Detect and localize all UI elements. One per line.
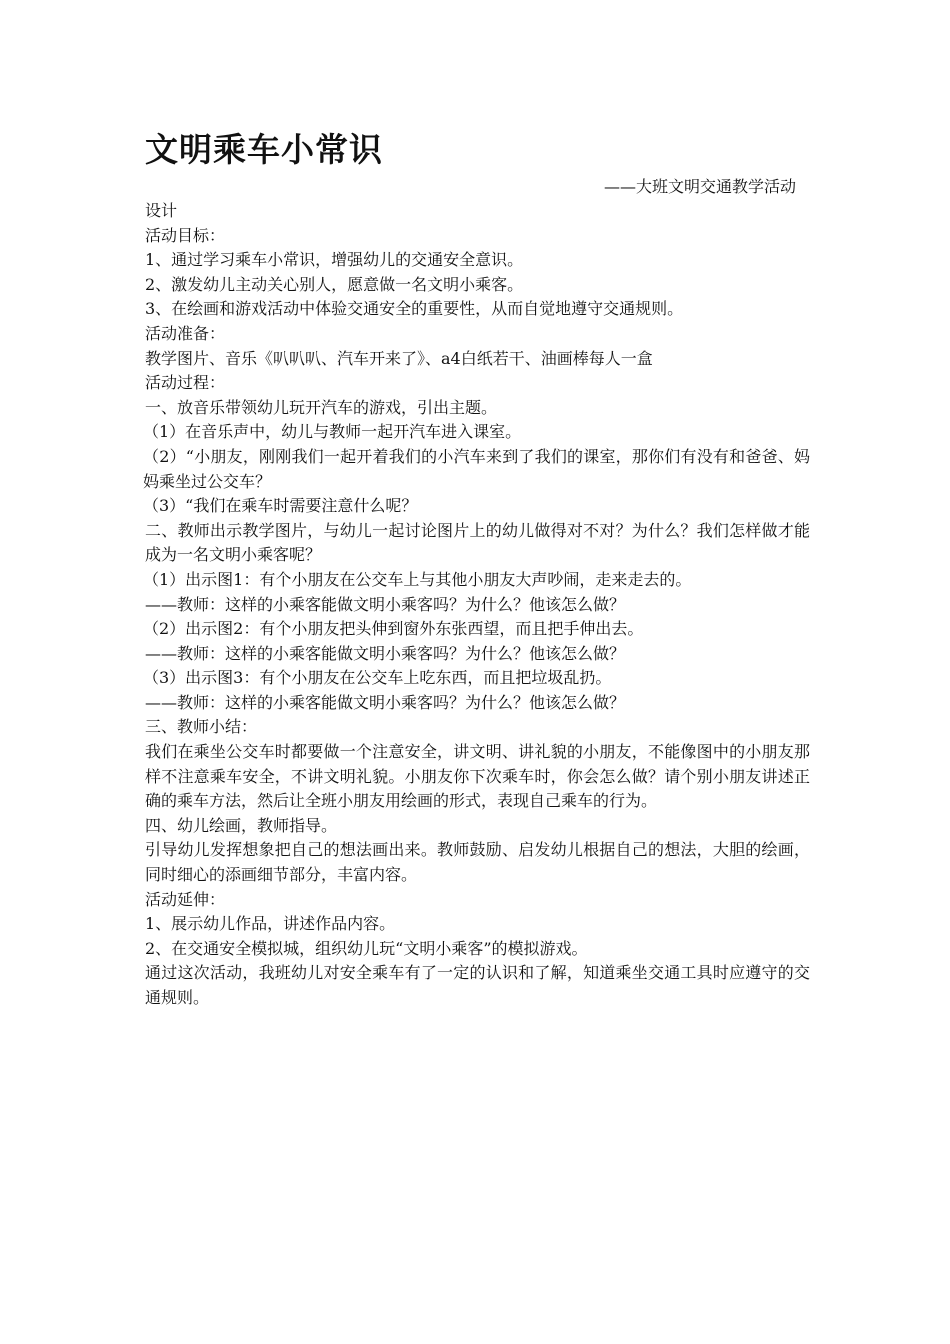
process-step-2-picture-2: （2）出示图2：有个小朋友把头伸到窗外东张西望，而且把手伸出去。 [143,619,644,639]
process-step-2-picture-1: （1）出示图1：有个小朋友在公交车上与其他小朋友大声吵闹，走来走去的。 [143,569,692,589]
goal-item-2: 2、激发幼儿主动关心别人，愿意做一名文明小乘客。 [145,274,524,294]
document-subtitle: ——大班文明交通教学活动 [603,177,796,196]
process-step-2: 二、教师出示教学图片，与幼儿一起讨论图片上的幼儿做得对不对？为什么？我们怎样做才能成为一名文明小乘客呢？ [145,520,810,565]
process-step-4: 四、幼儿绘画，教师指导。 [145,815,338,835]
process-step-1-sub-3: （3）“我们在乘车时需要注意什么呢？ [143,496,418,516]
document-page [145,128,810,1011]
process-step-1-sub-2: （2）“小朋友，刚刚我们一起开着我们的小汽车来到了我们的课室，那你们有没有和爸爸、妈妈乘坐过公交车？ [143,446,810,491]
subtitle-continuation: 设计 [145,201,178,220]
process-step-3: 三、教师小结： [145,717,258,737]
teacher-question-1: ——教师：这样的小乘客能做文明小乘客吗？为什么？他该怎么做？ [145,594,626,614]
reflection-text: 通过这次活动，我班幼儿对安全乘车有了一定的认识和了解，知道乘坐交通工具时应遵守的交通规则。 [145,963,810,1007]
extension-item-1: 1、展示幼儿作品，讲述作品内容。 [145,914,396,934]
goal-item-1: 1、通过学习乘车小常识，增强幼儿的交通安全意识。 [145,250,524,270]
process-step-1: 一、放音乐带领幼儿玩开汽车的游戏，引出主题。 [145,397,498,417]
extension-item-2: 2、在交通安全模拟城，组织幼儿玩“文明小乘客”的模拟游戏。 [145,938,588,958]
drawing-guidance-text: 引导幼儿发挥想象把自己的想法画出来。教师鼓励、启发幼儿根据自己的想法，大胆的绘画，同时细心的添画细节部分，丰富内容。 [145,840,810,885]
process-step-2-picture-3: （3）出示图3：有个小朋友在公交车上吃东西，而且把垃圾乱扔。 [143,668,612,688]
document-title: 文明乘车小常识 [145,130,383,169]
teacher-question-3: ——教师：这样的小乘客能做文明小乘客吗？为什么？他该怎么做？ [145,692,626,712]
section-heading-process: 活动过程： [145,373,226,393]
section-heading-extension: 活动延伸： [145,889,226,909]
process-step-1-sub-1: （1）在音乐声中，幼儿与教师一起开汽车进入课室。 [143,422,522,442]
teacher-question-2: ——教师：这样的小乘客能做文明小乘客吗？为什么？他该怎么做？ [145,643,626,663]
teacher-summary-text: 我们在乘坐公交车时都要做一个注意安全，讲文明、讲礼貌的小朋友，不能像图中的小朋友那样不注意乘车安全，不讲文明礼貌。小朋友你下次乘车时，你会怎么做？请个别小朋友讲述正确的乘车方法，然后让全班小朋友用绘画的形式，表现自己乘车的行为。 [145,742,810,811]
goal-item-3: 3、在绘画和游戏活动中体验交通安全的重要性，从而自觉地遵守交通规则。 [145,299,684,319]
section-heading-preparation: 活动准备： [145,323,226,343]
section-heading-goals: 活动目标： [145,225,226,245]
preparation-text: 教学图片、音乐《叭叭叭、汽车开来了》、a4白纸若干、油画棒每人一盒 [145,348,653,368]
